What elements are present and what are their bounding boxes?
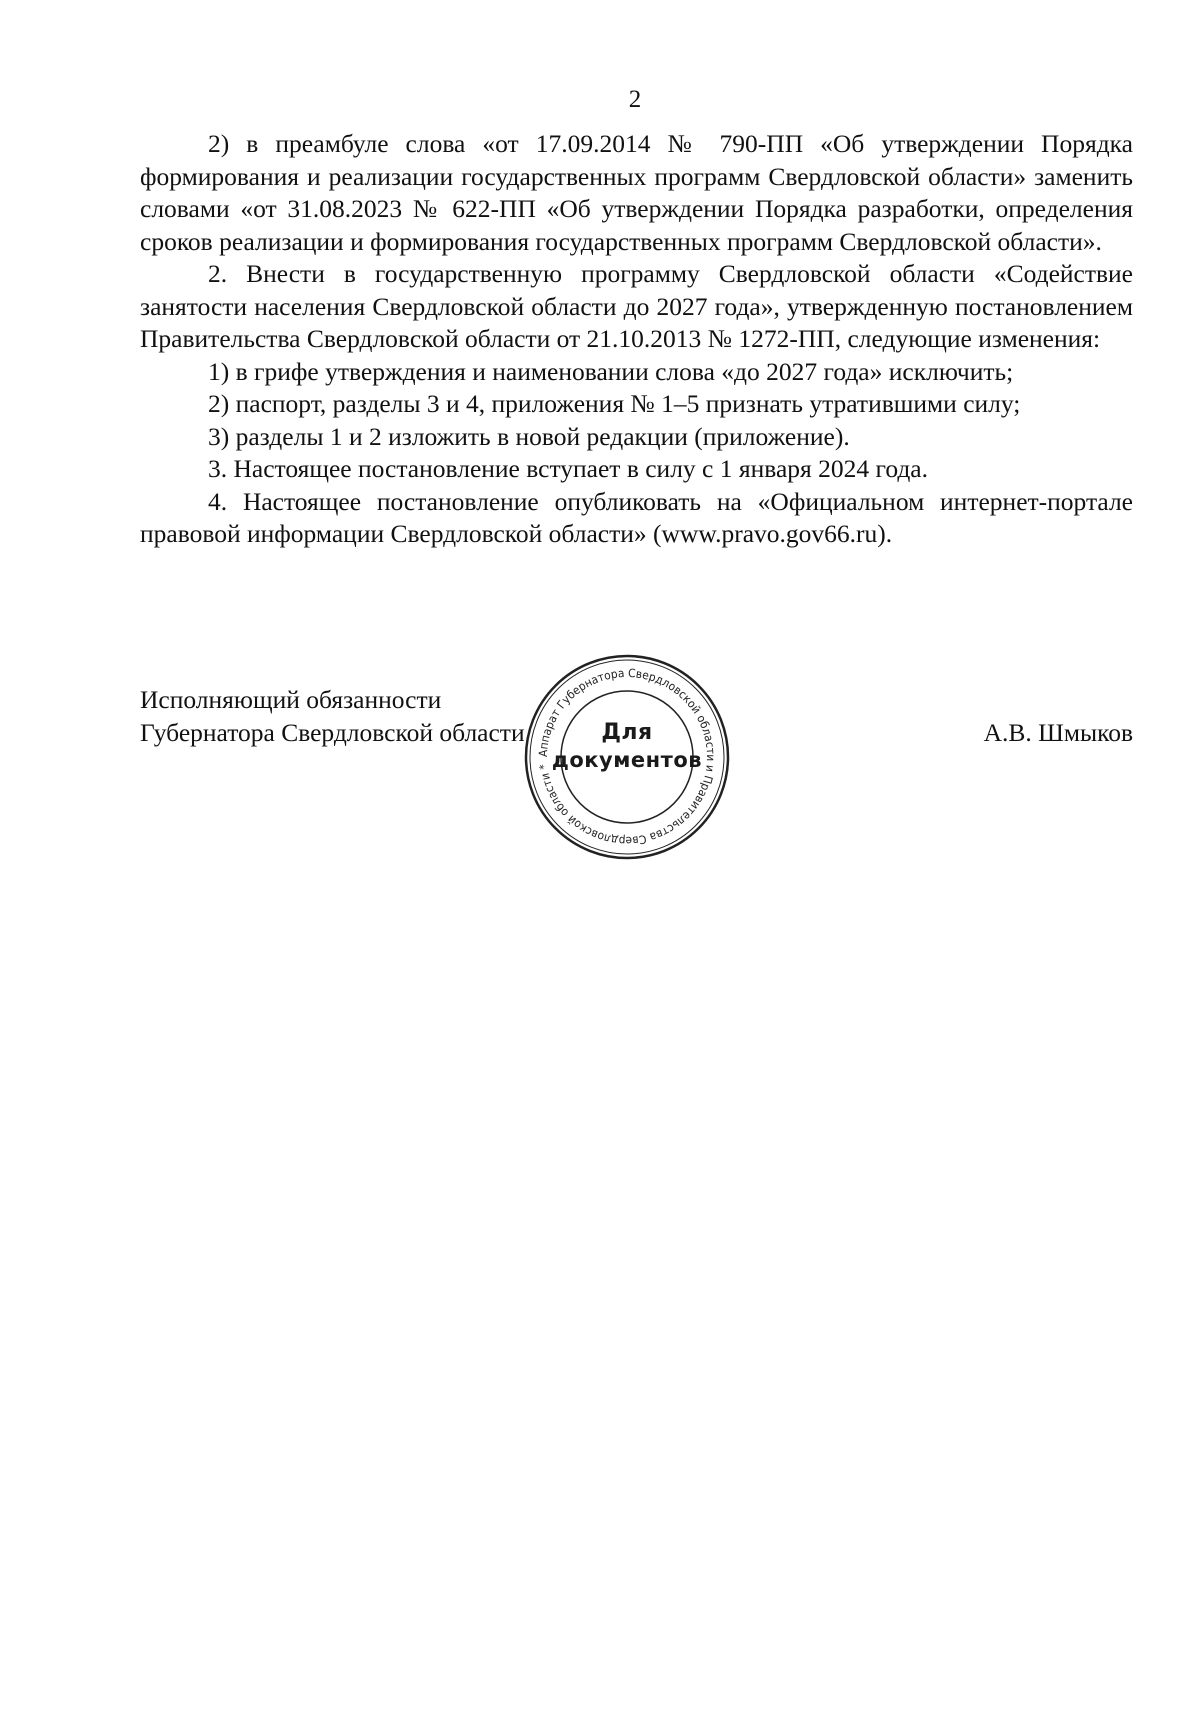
- signatory-name: А.В. Шмыков: [983, 717, 1133, 747]
- signatory-title-line-1: Исполняющий обязанности: [140, 685, 442, 714]
- document-body: [140, 128, 1133, 551]
- signatory-title-line-2: Губернатора Свердловской области: [140, 717, 525, 747]
- seal-center-line-1: Для: [601, 720, 653, 745]
- seal-ring-text: Аппарат Губернатора Свердловской области и Правительства Свердловской области *: [535, 665, 719, 849]
- official-seal: [522, 652, 732, 862]
- paragraph-publication: 4. Настоящее постановление опубликовать на «Официальном интернет-портале правовой информации Свердловской области» (www.pravo.gov66.ru).: [140, 486, 1133, 548]
- page-number: 2: [628, 86, 642, 113]
- paragraph-item-2: 2) паспорт, разделы 3 и 4, приложения № 1–5 признать утратившими силу;: [208, 389, 1021, 418]
- paragraph-program-changes: 2. Внести в государственную программу Свердловской области «Содействие занятости населения Свердловской области до 2027 года», утвержденную постановлением Правительства Свердловской области от 21.10.2013 № 1272-ПП, следующие изменения:: [140, 259, 1133, 353]
- paragraph-preamble-amendment: 2) в преамбуле слова «от 17.09.2014 № 790-ПП «Об утверждении Порядка формирования и реализации государственных программ Свердловской области» заменить словами «от 31.08.2023 № 622-ПП «Об утверждении Порядка разработки, определения сроков реализации и формирования государственных программ Свердловской области».: [140, 129, 1133, 256]
- paragraph-effective-date: 3. Настоящее постановление вступает в силу с 1 января 2024 года.: [208, 454, 929, 483]
- paragraph-item-3: 3) разделы 1 и 2 изложить в новой редакции (приложение).: [208, 421, 850, 451]
- seal-center-line-2: документов: [551, 748, 703, 772]
- paragraph-item-1: 1) в грифе утверждения и наименовании слова «до 2027 года» исключить;: [208, 356, 1014, 386]
